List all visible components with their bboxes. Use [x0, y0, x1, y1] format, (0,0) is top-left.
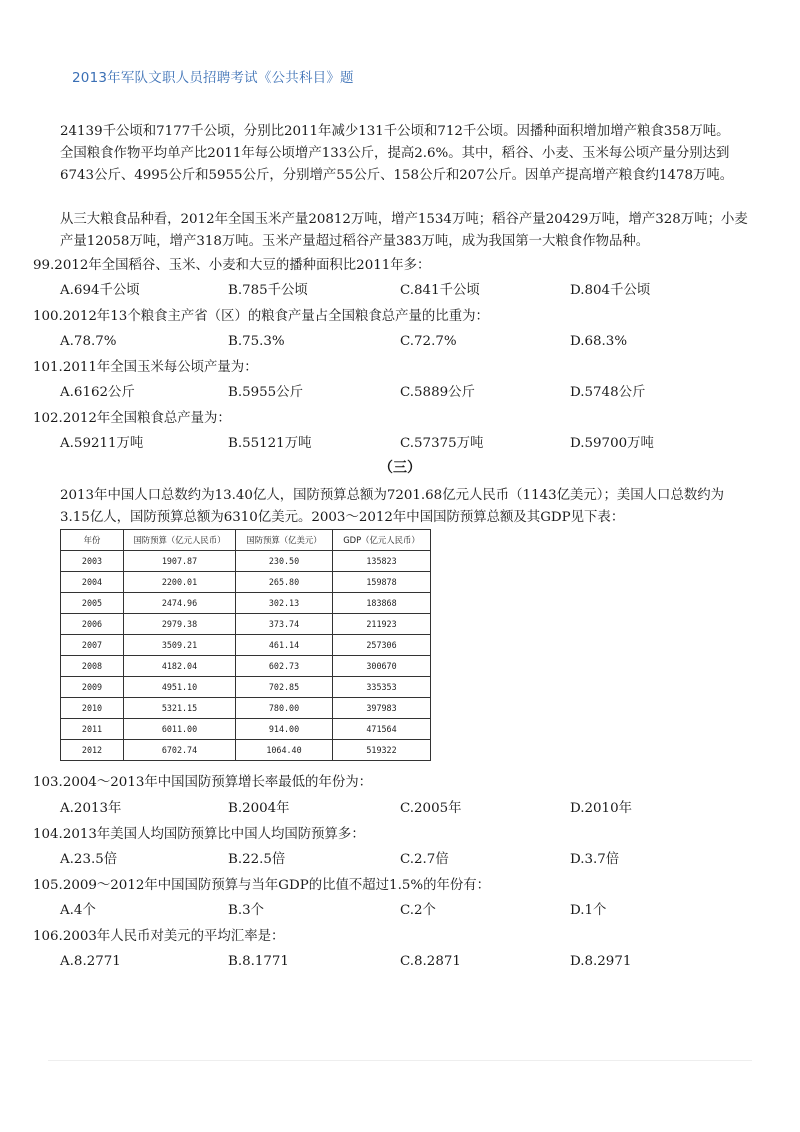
- question-105-options: [60, 901, 760, 921]
- option-c[interactable]: C.2.7倍: [400, 852, 449, 867]
- question-104-stem: 104.2013年美国人均国防预算比中国人均国防预算多：: [33, 827, 365, 842]
- option-c[interactable]: C.57375万吨: [400, 436, 484, 451]
- option-a[interactable]: A.23.5倍: [60, 852, 118, 867]
- cell-gdp: 300670: [333, 656, 431, 677]
- option-d[interactable]: D.2010年: [570, 801, 632, 816]
- option-b[interactable]: B.8.1771: [228, 954, 289, 969]
- option-d[interactable]: D.5748公斤: [570, 385, 646, 400]
- question-103-options: [60, 799, 760, 819]
- header-budget-rmb: 国防预算（亿元人民币）: [124, 530, 236, 551]
- question-100-options: [60, 332, 760, 352]
- option-a[interactable]: A.4个: [60, 903, 96, 918]
- table-row: [61, 719, 431, 740]
- passage-paragraph-2: 全国粮食作物平均单产比2011年每公顷增产133公斤，提高2.6%。其中，稻谷、小麦、玉米每公顷产量分别达到6743公斤、4995公斤和5955公斤，分别增产55公斤、158公斤和207公斤。因单产提高增产粮食约1478万吨。: [60, 146, 734, 183]
- cell-budget-rmb: 2474.96: [124, 593, 236, 614]
- cell-gdp: 335353: [333, 677, 431, 698]
- cell-budget-rmb: 2200.01: [124, 572, 236, 593]
- option-c[interactable]: C.2005年: [400, 801, 462, 816]
- header-budget-usd: 国防预算（亿美元）: [236, 530, 333, 551]
- option-b[interactable]: B.785千公顷: [228, 283, 308, 298]
- table-row: [61, 635, 431, 656]
- table-row: [61, 740, 431, 761]
- table-header-row: [61, 530, 431, 551]
- option-d[interactable]: D.8.2971: [570, 954, 632, 969]
- question-105-stem: 105.2009～2012年中国国防预算与当年GDP的比值不超过1.5%的年份有：: [33, 878, 491, 893]
- cell-budget-usd: 230.50: [236, 551, 333, 572]
- cell-budget-usd: 914.00: [236, 719, 333, 740]
- option-d[interactable]: D.1个: [570, 903, 607, 918]
- cell-gdp: 135823: [333, 551, 431, 572]
- question-106-options: [60, 952, 760, 972]
- option-c[interactable]: C.5889公斤: [400, 385, 475, 400]
- table-row: [61, 593, 431, 614]
- option-b[interactable]: B.75.3%: [228, 334, 285, 349]
- table-row: [61, 614, 431, 635]
- option-a[interactable]: A.8.2771: [60, 954, 121, 969]
- cell-gdp: 519322: [333, 740, 431, 761]
- option-d[interactable]: D.3.7倍: [570, 852, 620, 867]
- question-101-options: [60, 383, 760, 403]
- option-b[interactable]: B.5955公斤: [228, 385, 303, 400]
- cell-year: 2012: [61, 740, 124, 761]
- question-100-stem: 100.2012年13个粮食主产省（区）的粮食产量占全国粮食总产量的比重为：: [33, 309, 489, 324]
- cell-year: 2003: [61, 551, 124, 572]
- cell-budget-usd: 302.13: [236, 593, 333, 614]
- option-a[interactable]: A.6162公斤: [60, 385, 135, 400]
- option-d[interactable]: D.804千公顷: [570, 283, 651, 298]
- cell-year: 2005: [61, 593, 124, 614]
- cell-year: 2009: [61, 677, 124, 698]
- option-c[interactable]: C.72.7%: [400, 334, 457, 349]
- cell-budget-rmb: 2979.38: [124, 614, 236, 635]
- cell-year: 2008: [61, 656, 124, 677]
- question-102-stem: 102.2012年全国粮食总产量为：: [33, 411, 231, 426]
- table-row: [61, 551, 431, 572]
- question-104-options: [60, 850, 760, 870]
- option-a[interactable]: A.78.7%: [60, 334, 117, 349]
- cell-budget-usd: 461.14: [236, 635, 333, 656]
- header-gdp: GDP（亿元人民币）: [333, 530, 431, 551]
- cell-gdp: 159878: [333, 572, 431, 593]
- cell-gdp: 397983: [333, 698, 431, 719]
- defense-budget-table: [60, 529, 431, 761]
- question-99-stem: 99.2012年全国稻谷、玉米、小麦和大豆的播种面积比2011年多：: [33, 258, 431, 273]
- cell-budget-usd: 602.73: [236, 656, 333, 677]
- header-year: 年份: [61, 530, 124, 551]
- cell-budget-rmb: 6011.00: [124, 719, 236, 740]
- option-c[interactable]: C.2个: [400, 903, 436, 918]
- cell-budget-rmb: 4951.10: [124, 677, 236, 698]
- cell-year: 2011: [61, 719, 124, 740]
- cell-budget-usd: 702.85: [236, 677, 333, 698]
- option-a[interactable]: A.59211万吨: [60, 436, 144, 451]
- cell-year: 2007: [61, 635, 124, 656]
- cell-gdp: 257306: [333, 635, 431, 656]
- cell-gdp: 471564: [333, 719, 431, 740]
- section-title: （三）: [379, 460, 421, 476]
- cell-budget-rmb: 6702.74: [124, 740, 236, 761]
- cell-gdp: 183868: [333, 593, 431, 614]
- cell-year: 2004: [61, 572, 124, 593]
- table-row: [61, 572, 431, 593]
- cell-budget-rmb: 1907.87: [124, 551, 236, 572]
- option-a[interactable]: A.694千公顷: [60, 283, 140, 298]
- cell-budget-usd: 265.80: [236, 572, 333, 593]
- passage-paragraph-3: 从三大粮食品种看，2012年全国玉米产量20812万吨，增产1534万吨；稻谷产量20429万吨，增产328万吨；小麦产量12058万吨，增产318万吨。玉米产量超过稻谷产量383万吨，成为我国第一大粮食作物品种。: [60, 212, 748, 249]
- option-b[interactable]: B.2004年: [228, 801, 290, 816]
- cell-budget-rmb: 4182.04: [124, 656, 236, 677]
- cell-year: 2006: [61, 614, 124, 635]
- table-row: [61, 677, 431, 698]
- cell-gdp: 211923: [333, 614, 431, 635]
- question-101-stem: 101.2011年全国玉米每公顷产量为：: [33, 360, 258, 375]
- cell-budget-rmb: 5321.15: [124, 698, 236, 719]
- document-header: 2013年军队文职人员招聘考试《公共科目》题: [72, 70, 354, 86]
- table-row: [61, 656, 431, 677]
- option-d[interactable]: D.68.3%: [570, 334, 628, 349]
- option-c[interactable]: C.8.2871: [400, 954, 461, 969]
- cell-budget-usd: 1064.40: [236, 740, 333, 761]
- option-b[interactable]: B.22.5倍: [228, 852, 286, 867]
- option-b[interactable]: B.55121万吨: [228, 436, 312, 451]
- option-b[interactable]: B.3个: [228, 903, 265, 918]
- option-a[interactable]: A.2013年: [60, 801, 122, 816]
- passage-line-1: 24139千公顷和7177千公顷，分别比2011年减少131千公顷和712千公顷。因播种面积增加增产粮食358万吨。: [60, 124, 730, 139]
- cell-budget-usd: 373.74: [236, 614, 333, 635]
- question-99-options: [60, 281, 760, 301]
- question-102-options: [60, 434, 760, 454]
- cell-budget-rmb: 3509.21: [124, 635, 236, 656]
- question-106-stem: 106.2003年人民币对美元的平均汇率是：: [33, 929, 285, 944]
- option-c[interactable]: C.841千公顷: [400, 283, 480, 298]
- cell-year: 2010: [61, 698, 124, 719]
- footer-divider: [48, 1060, 752, 1061]
- question-103-stem: 103.2004～2013年中国国防预算增长率最低的年份为：: [33, 775, 373, 790]
- section-intro: 2013年中国人口总数约为13.40亿人，国防预算总额为7201.68亿元人民币（1143亿美元）；美国人口总数约为3.15亿人，国防预算总额为6310亿美元。2003～2012年中国国防预算总额及其GDP见下表：: [60, 488, 725, 525]
- cell-budget-usd: 780.00: [236, 698, 333, 719]
- table-row: [61, 698, 431, 719]
- option-d[interactable]: D.59700万吨: [570, 436, 654, 451]
